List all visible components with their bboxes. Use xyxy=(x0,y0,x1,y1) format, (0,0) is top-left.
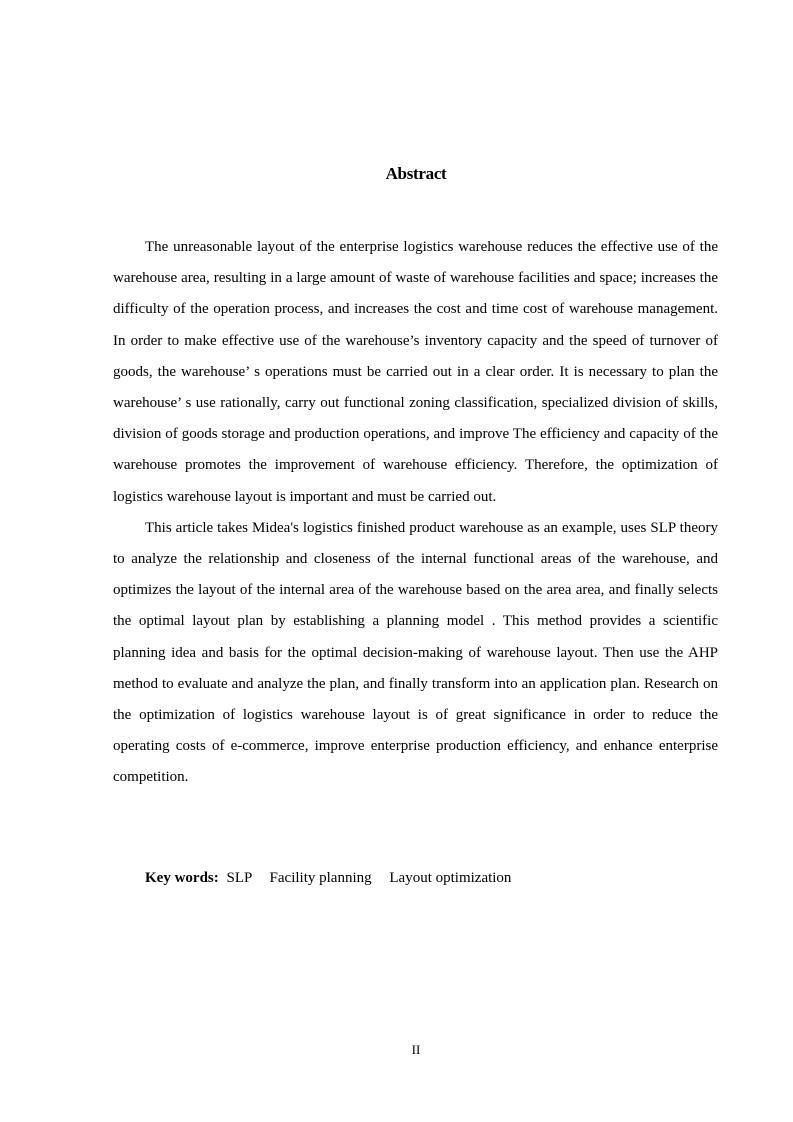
abstract-paragraph-1: The unreasonable layout of the enterprise logistics warehouse reduces the effective use of the warehouse area, resulting in a large amount of waste of warehouse facilities and space; increases the difficulty of the operation process, and increases the cost and time cost of warehouse management. In order to make effective use of the warehouse’s inventory capacity and the speed of turnover of goods, the warehouse’ s operations must be carried out in a clear order. It is necessary to plan the warehouse’ s use rationally, carry out functional zoning classification, specialized division of skills, division of goods storage and production operations, and improve The efficiency and capacity of the warehouse promotes the improvement of warehouse efficiency. Therefore, the optimization of logistics warehouse layout is important and must be carried out. xyxy=(113,239,718,505)
keyword-item: Facility planning xyxy=(269,870,372,886)
abstract-paragraph-2: This article takes Midea's logistics finished product warehouse as an example, uses SLP theory to analyze the relationship and closeness of the internal functional areas of the warehouse, and optimizes the layout of the internal area of the warehouse based on the area area, and finally selects the optimal layout plan by establishing a planning model . This method provides a scientific planning idea and basis for the optimal decision-making of warehouse layout. Then use the AHP method to evaluate and analyze the plan, and finally transform into an application plan. Research on the optimization of logistics warehouse layout is of great significance in order to reduce the operating costs of e-commerce, improve enterprise production efficiency, and enhance enterprise competition. xyxy=(113,519,718,786)
keyword-item: SLP xyxy=(226,870,252,886)
keywords-label: Key words: xyxy=(145,870,219,886)
keyword-item: Layout optimization xyxy=(389,870,512,886)
page-number: II xyxy=(411,1042,421,1057)
abstract-title: Abstract xyxy=(385,164,447,183)
abstract-body xyxy=(113,232,718,794)
keywords-line xyxy=(145,866,511,890)
